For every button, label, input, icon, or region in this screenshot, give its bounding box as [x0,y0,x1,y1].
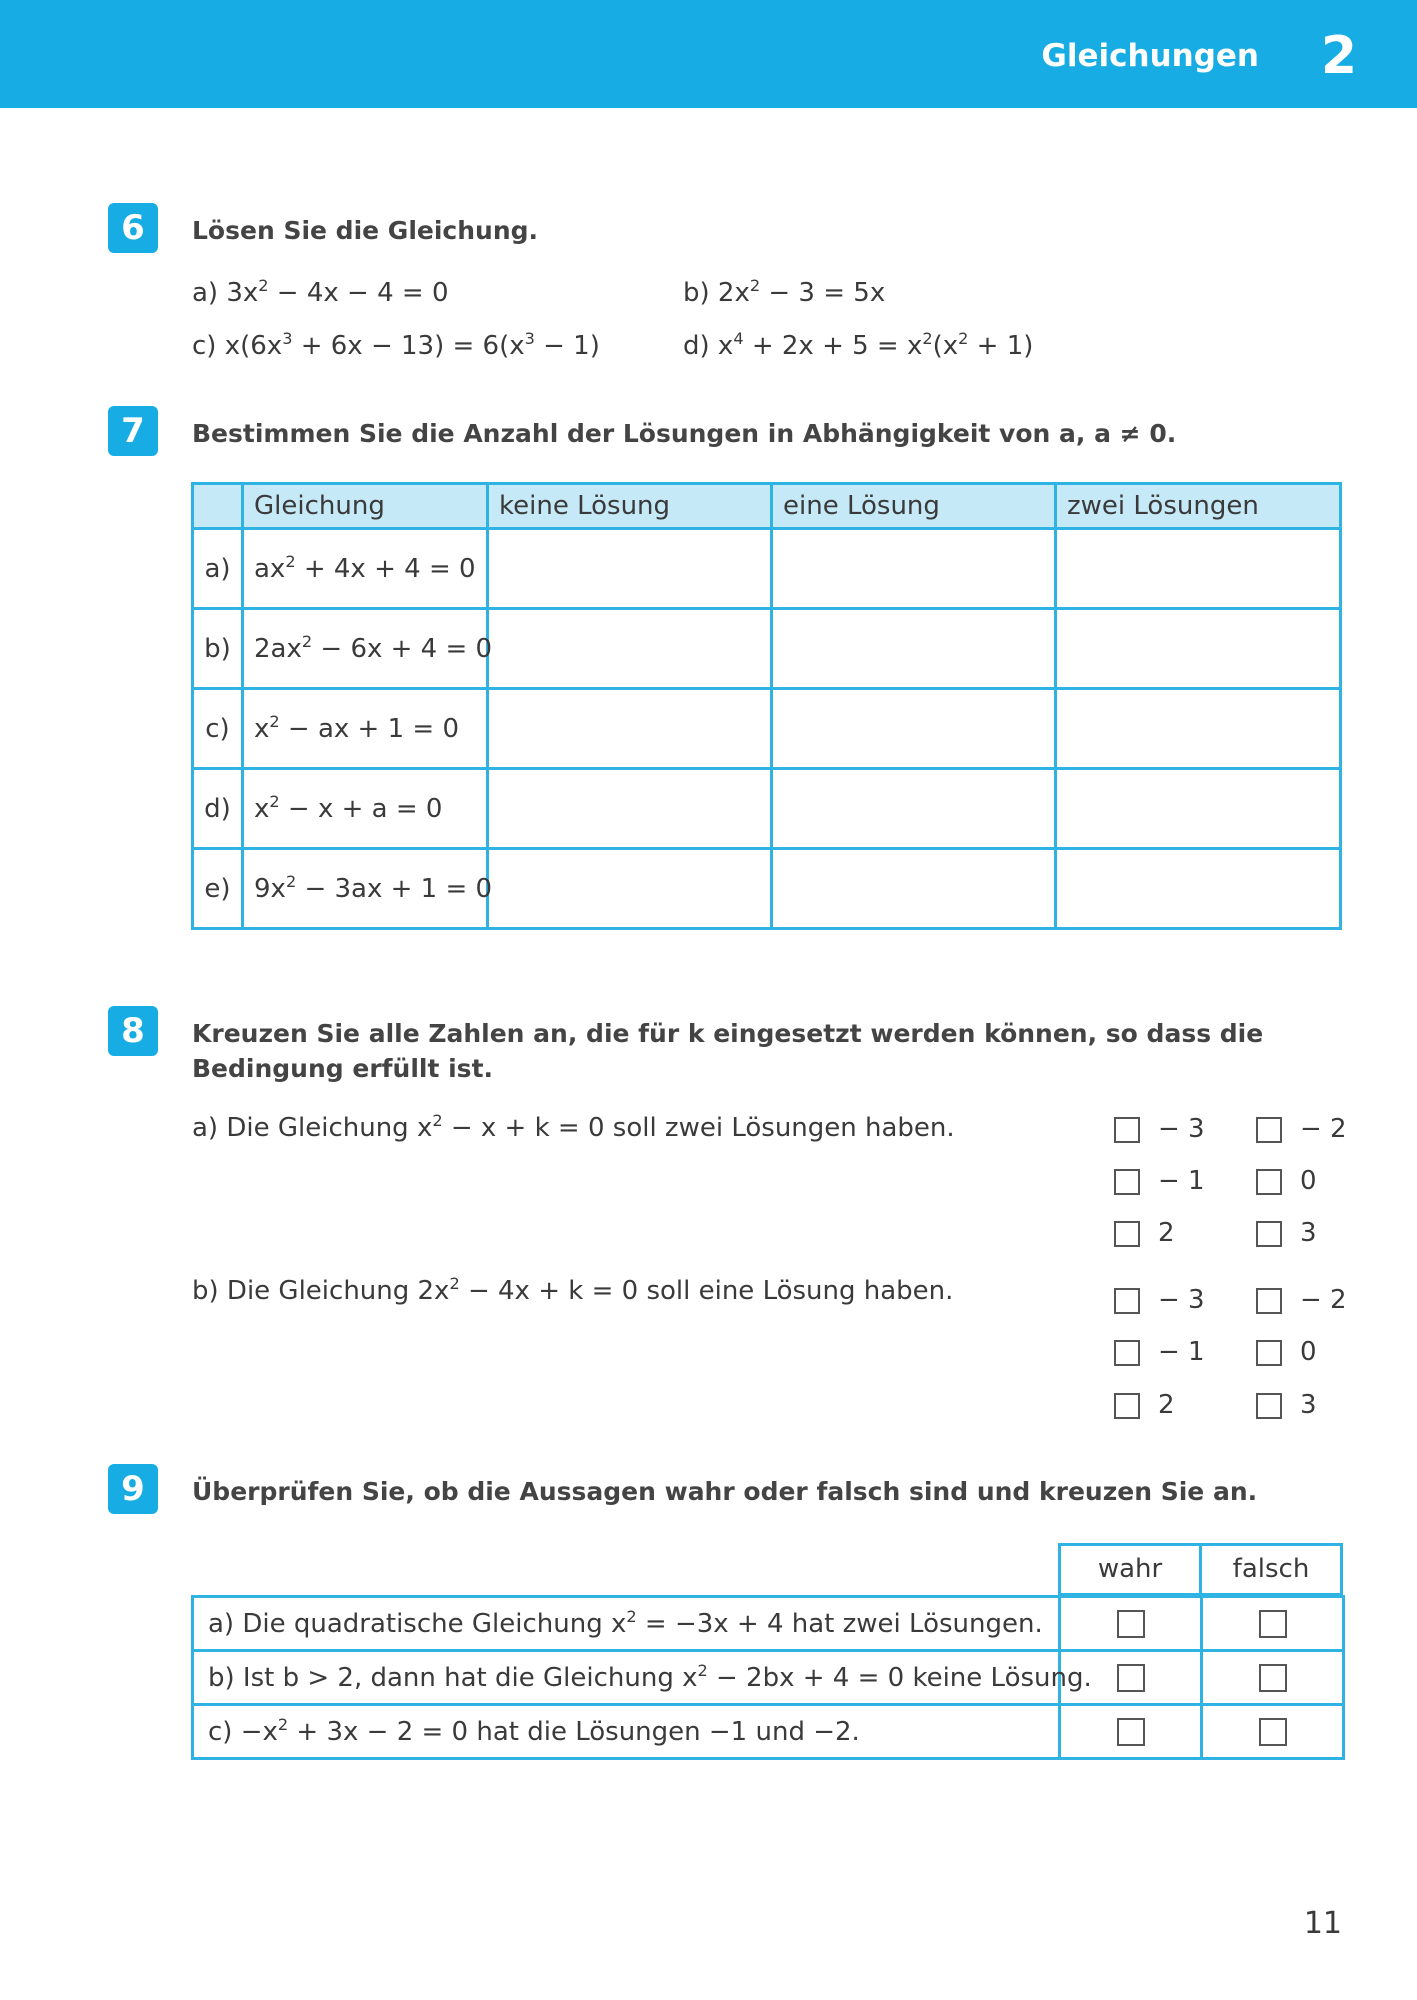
equation-cell: $x^2 - x + a = 0$ [243,769,488,849]
checkbox-8a-minus3[interactable] [1114,1117,1140,1143]
option-label: − 3 [1158,1285,1205,1315]
equation-cell: $2ax^2 - 6x + 4 = 0$ [243,609,488,689]
option-label: 0 [1300,1337,1317,1367]
equation-cell: $9x^2 - 3ax + 1 = 0$ [243,849,488,929]
checkbox-8a-minus2[interactable] [1256,1117,1282,1143]
false-cell [1202,1705,1344,1759]
header-cell: Gleichung [243,484,488,529]
row-label: e) [193,849,243,929]
false-cell [1202,1651,1344,1705]
table-row [193,689,1341,769]
equation-cell: $ax^2 + 4x + 4 = 0$ [243,529,488,609]
task-number-badge: 6 [108,203,158,253]
option-label: − 3 [1158,1114,1205,1144]
page-number: 11 [1303,1906,1342,1941]
column-header-false: falsch [1199,1543,1343,1596]
option-label: − 1 [1158,1166,1205,1196]
checkbox-8a-0[interactable] [1256,1169,1282,1195]
checkbox-false[interactable] [1259,1664,1287,1692]
statement-cell: $c) -x^2 + 3x - 2 = 0$ hat die Lösungen −1 und −2. [193,1705,1060,1759]
task-number-badge: 7 [108,406,158,456]
answer-cell[interactable] [1056,689,1341,769]
option-label: − 2 [1300,1285,1347,1315]
answer-cell[interactable] [488,529,772,609]
task-title: Lösen Sie die Gleichung. [192,216,539,245]
column-header-true: wahr [1058,1543,1202,1596]
equation-6a: a) $3x^2 - 4x - 4 = 0$ [192,276,449,308]
checkbox-8b-2[interactable] [1114,1393,1140,1419]
option-label: − 2 [1300,1114,1347,1144]
checkbox-8a-3[interactable] [1256,1221,1282,1247]
statement-cell: b) Ist b > 2, dann hat die Gleichung $x^2 - 2bx + 4 = 0$ keine Lösung. [193,1651,1060,1705]
row-label: c) [193,689,243,769]
row-label: d) [193,769,243,849]
equation-cell: $x^2$ − ax + 1 = 0 [243,689,488,769]
table-row [193,849,1341,929]
checkbox-true[interactable] [1117,1718,1145,1746]
table-header-row [193,484,1341,529]
equation-6c: c) $x(6x^3 + 6x - 13) = 6(x^3 - 1)$ [192,329,600,361]
task-number-badge: 8 [108,1006,158,1056]
checkbox-false[interactable] [1259,1610,1287,1638]
answer-cell[interactable] [1056,529,1341,609]
header-cell: keine Lösung [488,484,772,529]
table-row [193,609,1341,689]
answer-cell[interactable] [1056,609,1341,689]
task-title: Überprüfen Sie, ob die Aussagen wahr oder falsch sind und kreuzen Sie an. [192,1477,1258,1506]
chapter-header [0,0,1417,108]
option-label: 2 [1158,1218,1175,1248]
option-label: − 1 [1158,1337,1205,1367]
checkbox-8b-minus2[interactable] [1256,1288,1282,1314]
checkbox-false[interactable] [1259,1718,1287,1746]
table-row [193,529,1341,609]
header-cell-empty [193,484,243,529]
equation-6b: b) $2x^2 - 3 = 5x$ [683,276,886,308]
chapter-number: 2 [1320,26,1357,86]
checkbox-8a-2[interactable] [1114,1221,1140,1247]
task-title: Bestimmen Sie die Anzahl der Lösungen in Abhängigkeit von a, a ≠ 0. [192,419,1177,448]
table-row [193,1705,1344,1759]
row-label: b) [193,609,243,689]
row-label: a) [193,529,243,609]
true-cell [1060,1705,1202,1759]
checkbox-8a-minus1[interactable] [1114,1169,1140,1195]
answer-cell[interactable] [772,849,1056,929]
checkbox-8b-3[interactable] [1256,1393,1282,1419]
task-number-badge: 9 [108,1464,158,1514]
checkbox-8b-minus3[interactable] [1114,1288,1140,1314]
answer-cell[interactable] [1056,769,1341,849]
answer-cell[interactable] [772,529,1056,609]
statement-8b: b) Die Gleichung $2x^2 - 4x + k = 0$ soll eine Lösung haben. [192,1274,954,1306]
answer-cell[interactable] [488,609,772,689]
answer-cell[interactable] [772,689,1056,769]
answer-cell[interactable] [488,769,772,849]
true-cell [1060,1597,1202,1651]
table-row [193,1597,1344,1651]
statement-cell: a) Die quadratische Gleichung $x^2 = -3x + 4$ hat zwei Lösungen. [193,1597,1060,1651]
task-title: Kreuzen Sie alle Zahlen an, die für k eingesetzt werden können, so dass die Bedingung erfüllt ist. [192,1019,1264,1083]
checkbox-8b-minus1[interactable] [1114,1340,1140,1366]
chapter-title: Gleichungen [1041,38,1259,74]
statement-8a: a) Die Gleichung $x^2 - x + k = 0$ soll zwei Lösungen haben. [192,1111,955,1143]
header-cell: eine Lösung [772,484,1056,529]
true-false-table [191,1595,1345,1760]
table-row [193,1651,1344,1705]
answer-cell[interactable] [772,609,1056,689]
table-row [193,769,1341,849]
option-label: 3 [1300,1218,1317,1248]
answer-cell[interactable] [1056,849,1341,929]
equation-6d: d) $x^4 + 2x + 5 = x^2(x^2 + 1)$ [683,329,1034,361]
checkbox-true[interactable] [1117,1664,1145,1692]
answer-cell[interactable] [488,849,772,929]
option-label: 0 [1300,1166,1317,1196]
solutions-table [191,482,1342,930]
option-label: 2 [1158,1390,1175,1420]
answer-cell[interactable] [772,769,1056,849]
answer-cell[interactable] [488,689,772,769]
false-cell [1202,1597,1344,1651]
header-cell: zwei Lösungen [1056,484,1341,529]
option-label: 3 [1300,1390,1317,1420]
checkbox-true[interactable] [1117,1610,1145,1638]
checkbox-8b-0[interactable] [1256,1340,1282,1366]
